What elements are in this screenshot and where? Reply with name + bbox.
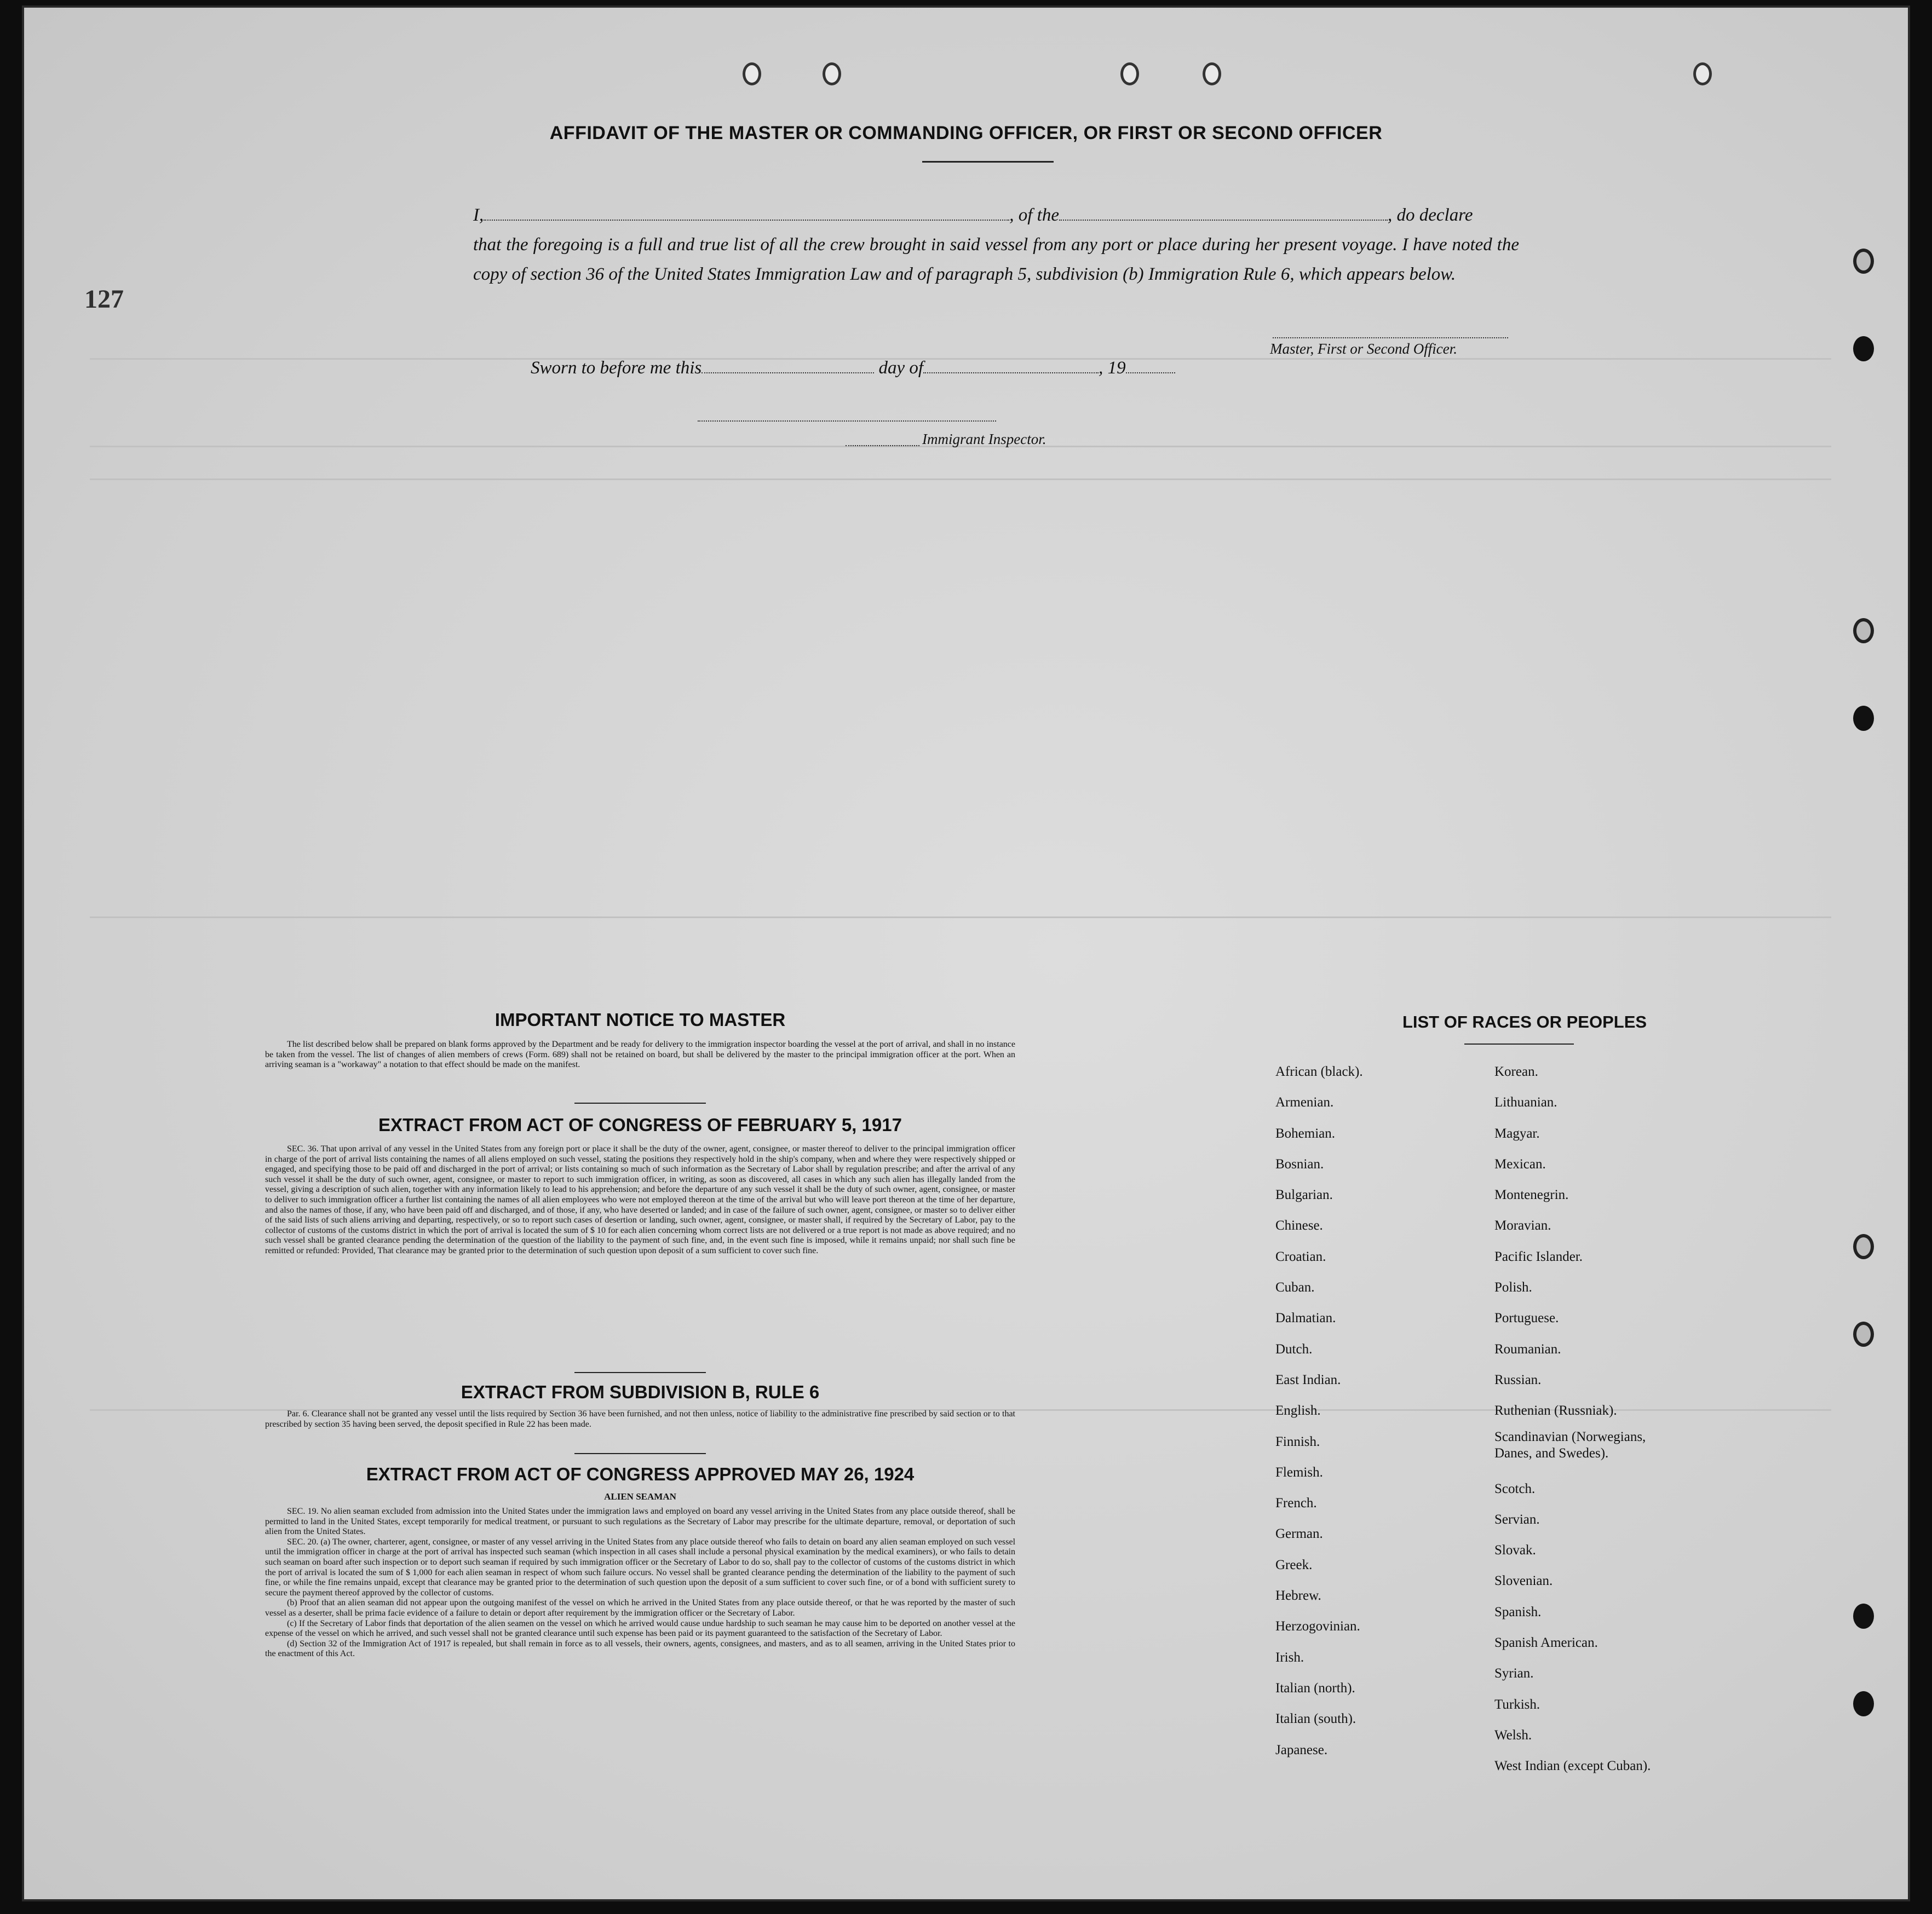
name-blank (484, 206, 1009, 221)
race-item: Japanese. (1275, 1742, 1328, 1757)
punch-hole (1853, 706, 1874, 731)
sec-19-paragraph: SEC. 19. No alien seaman excluded from admission into the United States under the immigration laws and employed on board any vessel arriving in the United States from any place outside thereof, shall be permitted to land in the United States, except temporarily for medical treatment, or pursuant to such regulations as the Secretary of Labor may prescribe for the ultimate departure, removal, or deportation of such alien from the United States. (265, 1507, 1015, 1537)
extract-1917-title: EXTRACT FROM ACT OF CONGRESS OF FEBRUARY 5, 1917 (378, 1115, 902, 1135)
declaration-line (473, 200, 1519, 230)
races-right-column (1494, 1057, 1675, 1782)
master-label: Master, First or Second Officer. (1270, 341, 1457, 357)
vessel-blank (1059, 206, 1388, 221)
of-the-label: , of the (1009, 205, 1059, 225)
race-item: Hebrew. (1275, 1588, 1321, 1604)
extract-1917-text (265, 1144, 1015, 1256)
race-item: Finnish. (1275, 1434, 1320, 1449)
page-number: 127 (84, 285, 124, 314)
punch-hole (1853, 1322, 1874, 1347)
title-divider (922, 161, 1054, 163)
section-divider (574, 1103, 706, 1104)
sec-20a-paragraph: SEC. 20. (a) The owner, charterer, agent, consignee, or master of any vessel arriving in the United States from any place outside thereof who fails to detain on board any alien seaman employed on such vessel until the immigration officer in charge at the port of arrival has inspected such seaman (which inspection in all cases shall include a personal physical examination by the medical examiners), or who fails to detain such seaman on board after such inspection or to deport such seaman if required by such immigration officer or the Secretary of Labor to do so, shall pay to the collector of customs of the customs district in which the port of arrival is located the sum of $ 1,000 for each alien seaman in respect of whom such failure occurs. No vessel shall be granted clearance pending the determination of the liability to the payment of such fine, or while the fine remains unpaid, except that clearance may be granted prior to the determination of such question upon the deposit of a sum sufficient to cover such fine, or of a bond with sufficient surety to secure the payment thereof approved by the collector of customs. (265, 1537, 1016, 1598)
race-item: Montenegrin. (1494, 1187, 1569, 1203)
race-item: Herzogovinian. (1275, 1619, 1360, 1634)
punch-hole (1693, 62, 1712, 85)
sworn-month-blank (923, 359, 1099, 373)
affidavit-body: that the foregoing is a full and true list of all the crew brought in said vessel from any port or place during her present voyage. I have noted the copy of section 36 of the United States Immigration Law and of paragraph 5, subdivision (b) Immigration Rule 6, which appears below. (473, 235, 1519, 284)
race-item: Bohemian. (1275, 1126, 1336, 1141)
race-item: Polish. (1494, 1280, 1532, 1295)
race-item: Turkish. (1494, 1697, 1540, 1712)
alien-seaman-subtitle: ALIEN SEAMAN (604, 1491, 676, 1502)
master-signature-line (1273, 336, 1508, 338)
race-item: Portuguese. (1494, 1311, 1559, 1326)
race-item: French. (1275, 1496, 1317, 1511)
punch-hole (1853, 249, 1874, 274)
sec-20d-paragraph: (d) Section 32 of the Immigration Act of 1917 is repealed, but shall remain in force as to all vessels, their owners, agents, consignees, and masters, and as to all seamen, arriving in the United States prior to the enactment of this Act. (265, 1639, 1015, 1659)
inspector-label: Immigrant Inspector. (922, 431, 1046, 447)
punch-hole (1853, 618, 1874, 643)
punch-hole (1853, 1604, 1874, 1629)
race-item: Mexican. (1494, 1156, 1546, 1172)
race-item: Italian (south). (1275, 1711, 1356, 1727)
race-item: Ruthenian (Russniak). (1494, 1403, 1617, 1419)
sec-20b-paragraph: (b) Proof that an alien seaman did not appear upon the outgoing manifest of the vessel on which he arrived in the United States from any place outside thereof, or that he was reported by the master of such vessel as a deserter, shall be prima facie evidence of a failure to detain or deport after requirement by the immigration officer or the Secretary of Labor. (265, 1598, 1015, 1618)
extract-rule6-text (265, 1409, 1015, 1429)
sworn-line (531, 358, 1175, 378)
race-item: Chinese. (1275, 1218, 1323, 1233)
race-item: African (black). (1275, 1064, 1363, 1079)
race-item: Irish. (1275, 1650, 1304, 1665)
race-item: Bosnian. (1275, 1156, 1324, 1172)
race-item: English. (1275, 1403, 1321, 1419)
sworn-day-blank (702, 359, 874, 373)
punch-hole (1853, 1234, 1874, 1259)
race-item: Slovenian. (1494, 1573, 1553, 1589)
year-blank (1126, 359, 1175, 373)
races-divider (1464, 1044, 1574, 1045)
race-item: Magyar. (1494, 1126, 1540, 1141)
race-item: Welsh. (1494, 1727, 1532, 1743)
race-item: Pacific Islander. (1494, 1249, 1583, 1264)
extract-1924-title: EXTRACT FROM ACT OF CONGRESS APPROVED MAY 26, 1924 (366, 1464, 915, 1484)
race-item: German. (1275, 1526, 1323, 1542)
notice-text (265, 1040, 1015, 1070)
punch-hole (823, 62, 841, 85)
races-title: LIST OF RACES OR PEOPLES (1402, 1012, 1647, 1031)
punch-hole (1853, 1691, 1874, 1716)
race-item: Russian. (1494, 1372, 1542, 1387)
race-item: Syrian. (1494, 1666, 1534, 1681)
race-item: Scotch. (1494, 1481, 1536, 1496)
race-item: Moravian. (1494, 1218, 1551, 1233)
extract-rule6-title: EXTRACT FROM SUBDIVISION B, RULE 6 (461, 1382, 820, 1402)
race-item: Lithuanian. (1494, 1095, 1557, 1110)
sec-36-paragraph: SEC. 36. That upon arrival of any vessel in the United States from any foreign port or place it shall be the duty of the owner, agent, consignee, or master thereof to deliver to the principal immigration officer in charge of the port of arrival lists containing the names of all aliens employed on such vessel, stating the positions they respectively hold in the ship's company, when and where they were respectively shipped or engaged, and specifying those to be paid off and discharged in the port of arrival; or lists containing so much of such information as the Secretary of Labor shall by regulation prescribe; and after the arrival of any such vessel it shall be the duty of such owner, agent, consignee, or master to report to such immigration officer, in writing, as soon as discovered, all cases in which any such alien has illegally landed from the vessel, giving a description of such alien, together with any information likely to lead to his apprehension; and before the departure of any such vessel it shall be the duty of such owner, agent, consignee, or master to deliver to such immigration officer a further list containing the names of all alien employees who were not employed thereon at the time of the arrival but who will leave port thereon at the time of her departure, and also the names of those, if any, who have been paid off and discharged, and of those, if any, who have deserted or landed; and in case of the failure of such owner, agent, consignee, or master so to deliver either of the said lists of such aliens arriving and departing, respectively, or so to report such cases of desertion or landing, such owner, agent, consignee, or master shall, if required by the Secretary of Labor, pay to the collector of customs of the customs district in which the port of arrival is located the sum of $ 10 for each alien concerning whom correct lists are not delivered or a true report is not made as above required; and no such vessel shall be granted clearance pending the determination of the question of the liability to the payment of such fine, and, in the event such fine is imposed, while it remains unpaid; nor shall such fine be remitted or refunded: Provided, That clearance may be granted prior to the determination of such question upon deposit of a sum sufficient to cover such fine. (265, 1144, 1015, 1255)
i-label: I, (473, 205, 484, 225)
race-item: Roumanian. (1494, 1341, 1561, 1357)
race-item: Dutch. (1275, 1341, 1313, 1357)
notice-paragraph: The list described below shall be prepared on blank forms approved by the Department and be ready for delivery to the immigration inspector boarding the vessel at the port of arrival, and shall in no instance be taken from the vessel. The list of changes of alien members of crews (Form. 689) shall not be retained on board, but shall be delivered by the master to the principal immigration officer at the port. When an arriving seaman is a "workaway" a notation to that effect should be made on the manifest. (265, 1040, 1015, 1070)
affidavit-text (473, 200, 1519, 289)
inspector-signature-line-2 (846, 444, 919, 446)
notice-title: IMPORTANT NOTICE TO MASTER (495, 1010, 786, 1030)
punch-hole (1203, 62, 1221, 85)
races-left-column (1275, 1057, 1363, 1766)
race-item: Scandinavian (Norwegians, Danes, and Swedes). (1494, 1429, 1646, 1461)
race-item: Cuban. (1275, 1280, 1315, 1295)
section-divider (574, 1453, 706, 1454)
bleed-through-line (90, 916, 1831, 918)
punch-hole (1120, 62, 1139, 85)
rule-6-paragraph: Par. 6. Clearance shall not be granted any vessel until the lists required by Section 36 have been furnished, and not then unless, notice of liability to the administrative fine prescribed by said section or to that prescribed by section 35 having been served, the deposit specified in Rule 22 has been made. (265, 1409, 1015, 1429)
race-item: West Indian (except Cuban). (1494, 1759, 1651, 1774)
race-item: Croatian. (1275, 1249, 1326, 1264)
race-item: Italian (north). (1275, 1680, 1355, 1696)
bleed-through-line (90, 479, 1831, 480)
race-item: Bulgarian. (1275, 1187, 1333, 1203)
inspector-signature-line-1 (698, 419, 996, 422)
race-item: Dalmatian. (1275, 1311, 1336, 1326)
race-item: East Indian. (1275, 1372, 1341, 1387)
race-item: Slovak. (1494, 1543, 1536, 1558)
year-prefix: , 19 (1099, 358, 1126, 378)
race-item: Servian. (1494, 1512, 1540, 1527)
punch-hole (1853, 336, 1874, 361)
document-sheet (22, 5, 1910, 1901)
affidavit-title: AFFIDAVIT OF THE MASTER OR COMMANDING OFFICER, OR FIRST OR SECOND OFFICER (549, 123, 1383, 143)
race-item: Flemish. (1275, 1465, 1323, 1480)
extract-1924-text (265, 1507, 1015, 1659)
race-item: Armenian. (1275, 1095, 1334, 1110)
sec-20c-paragraph: (c) If the Secretary of Labor finds that deportation of the alien seamen on the vessel on which he arrived would cause undue hardship to such seaman he may cause him to be deported on another vessel at the expense of the vessel on which he arrived, and such vessel shall not be granted clearance until such expense has been paid or its payment guaranteed to the satisfaction of the Secretary of Labor. (265, 1618, 1015, 1639)
do-declare-label: , do declare (1387, 205, 1473, 225)
race-item: Korean. (1494, 1064, 1538, 1079)
race-item: Spanish. (1494, 1604, 1542, 1619)
race-item: Spanish American. (1494, 1635, 1598, 1651)
section-divider (574, 1372, 706, 1373)
sworn-label: Sworn to before me this (531, 358, 702, 378)
race-item: Greek. (1275, 1557, 1313, 1572)
punch-hole (743, 62, 761, 85)
day-of-label: day of (878, 358, 924, 378)
